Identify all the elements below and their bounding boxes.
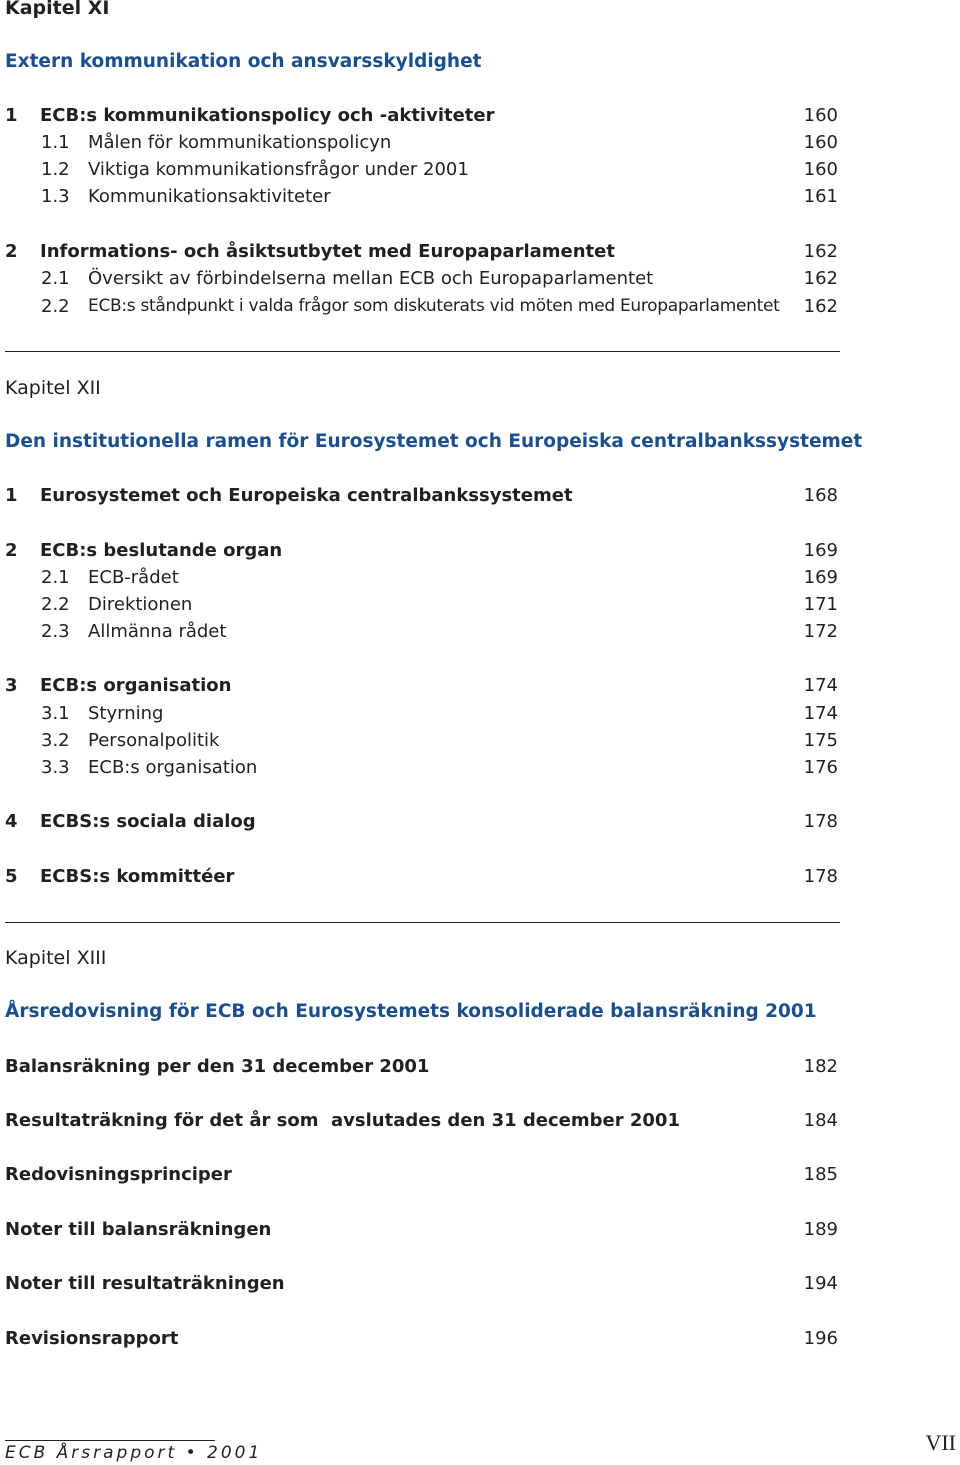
chapter-12-title: Den institutionella ramen för Eurosystemet och Europeiska centralbankssystemet <box>5 431 863 452</box>
entry-page: 169 <box>803 540 838 561</box>
toc-entry[interactable] <box>5 594 840 618</box>
entry-page: 160 <box>803 132 838 153</box>
toc-entry[interactable] <box>5 540 840 564</box>
entry-number: 1 <box>5 105 18 126</box>
page-number: VII <box>925 1430 956 1455</box>
entry-number: 1.2 <box>41 159 70 180</box>
entry-text: ECBS:s kommittéer <box>40 866 235 887</box>
entry-text: ECB:s beslutande organ <box>40 540 283 561</box>
entry-number: 2.3 <box>41 621 70 642</box>
entry-text: Revisionsrapport <box>5 1328 179 1349</box>
entry-text: Målen för kommunikationspolicyn <box>88 132 392 153</box>
entry-text: Redovisningsprinciper <box>5 1164 232 1185</box>
toc-entry[interactable] <box>5 1164 840 1188</box>
entry-text: Noter till balansräkningen <box>5 1219 272 1240</box>
entry-page: 185 <box>803 1164 838 1185</box>
entry-page: 194 <box>803 1273 838 1294</box>
toc-entry[interactable] <box>5 485 840 509</box>
entry-page: 160 <box>803 105 838 126</box>
toc-entry[interactable] <box>5 1328 840 1352</box>
entry-text: Noter till resultaträkningen <box>5 1273 285 1294</box>
entry-text: Eurosystemet och Europeiska centralbankssystemet <box>40 485 573 506</box>
entry-text: Informations- och åsiktsutbytet med Europaparlamentet <box>40 241 615 262</box>
toc-entry[interactable] <box>5 703 840 727</box>
entry-page: 171 <box>803 594 838 615</box>
entry-page: 172 <box>803 621 838 642</box>
entry-page: 182 <box>803 1056 838 1077</box>
entry-page: 175 <box>803 730 838 751</box>
toc-entry[interactable] <box>5 1056 840 1080</box>
toc-entry[interactable] <box>5 268 840 292</box>
toc-entry[interactable] <box>5 1110 840 1134</box>
entry-number: 2.2 <box>41 296 70 317</box>
entry-number: 2.1 <box>41 567 70 588</box>
entry-page: 189 <box>803 1219 838 1240</box>
entry-text: ECB-rådet <box>88 567 179 588</box>
toc-entry[interactable] <box>5 159 840 183</box>
entry-page: 161 <box>803 186 838 207</box>
entry-text: Personalpolitik <box>88 730 220 751</box>
entry-number: 3.2 <box>41 730 70 751</box>
entry-page: 176 <box>803 757 838 778</box>
entry-page: 178 <box>803 866 838 887</box>
entry-page: 162 <box>803 268 838 289</box>
entry-text: Viktiga kommunikationsfrågor under 2001 <box>88 159 469 180</box>
entry-page: 162 <box>803 241 838 262</box>
toc-entry[interactable] <box>5 866 840 890</box>
entry-page: 174 <box>803 675 838 696</box>
section-divider <box>5 922 840 923</box>
toc-entry[interactable] <box>5 105 840 129</box>
toc-entry[interactable] <box>5 186 840 210</box>
entry-page: 196 <box>803 1328 838 1349</box>
toc-entry[interactable] <box>5 241 840 265</box>
entry-number: 3.1 <box>41 703 70 724</box>
entry-number: 1 <box>5 485 18 506</box>
chapter-13-title: Årsredovisning för ECB och Eurosystemets konsoliderade balansräkning 2001 <box>5 1001 817 1022</box>
footer-publication: ECB Årsrapport • 2001 <box>5 1443 263 1463</box>
chapter-13-heading: Kapitel XIII <box>5 947 107 969</box>
entry-number: 1.1 <box>41 132 70 153</box>
toc-entry[interactable] <box>5 1219 840 1243</box>
chapter-12-heading: Kapitel XII <box>5 377 101 399</box>
entry-number: 5 <box>5 866 18 887</box>
entry-number: 3 <box>5 675 18 696</box>
entry-number: 2.1 <box>41 268 70 289</box>
toc-entry[interactable] <box>5 811 840 835</box>
entry-page: 162 <box>803 296 838 317</box>
entry-text: Resultaträkning för det år som avslutades den 31 december 2001 <box>5 1110 680 1131</box>
entry-text: Översikt av förbindelserna mellan ECB och Europaparlamentet <box>88 268 654 289</box>
entry-page: 168 <box>803 485 838 506</box>
entry-page: 160 <box>803 159 838 180</box>
chapter-11-heading: Kapitel XI <box>5 0 110 19</box>
entry-text: Kommunikationsaktiviteter <box>88 186 331 207</box>
toc-entry[interactable] <box>5 1273 840 1297</box>
entry-text: ECB:s organisation <box>88 757 258 778</box>
entry-text: Balansräkning per den 31 december 2001 <box>5 1056 430 1077</box>
entry-text: ECB:s organisation <box>40 675 232 696</box>
entry-text: ECB:s kommunikationspolicy och -aktiviteter <box>40 105 495 126</box>
entry-page: 174 <box>803 703 838 724</box>
toc-entry[interactable] <box>5 675 840 699</box>
entry-text: Allmänna rådet <box>88 621 227 642</box>
toc-entry[interactable] <box>5 567 840 591</box>
entry-text: Direktionen <box>88 594 193 615</box>
toc-entry[interactable] <box>5 132 840 156</box>
entry-number: 2 <box>5 241 18 262</box>
entry-text: ECBS:s sociala dialog <box>40 811 256 832</box>
entry-text: Styrning <box>88 703 164 724</box>
entry-number: 2 <box>5 540 18 561</box>
entry-number: 1.3 <box>41 186 70 207</box>
section-divider <box>5 351 840 352</box>
entry-number: 3.3 <box>41 757 70 778</box>
toc-entry[interactable] <box>5 757 840 781</box>
entry-page: 178 <box>803 811 838 832</box>
toc-entry[interactable] <box>5 296 840 320</box>
entry-page: 184 <box>803 1110 838 1131</box>
toc-entry[interactable] <box>5 621 840 645</box>
entry-number: 2.2 <box>41 594 70 615</box>
toc-entry[interactable] <box>5 730 840 754</box>
footer-divider <box>5 1440 215 1441</box>
entry-number: 4 <box>5 811 18 832</box>
entry-page: 169 <box>803 567 838 588</box>
chapter-11-title: Extern kommunikation och ansvarsskyldighet <box>5 51 482 72</box>
entry-text: ECB:s ståndpunkt i valda frågor som diskuterats vid möten med Europaparlamentet <box>88 296 780 316</box>
